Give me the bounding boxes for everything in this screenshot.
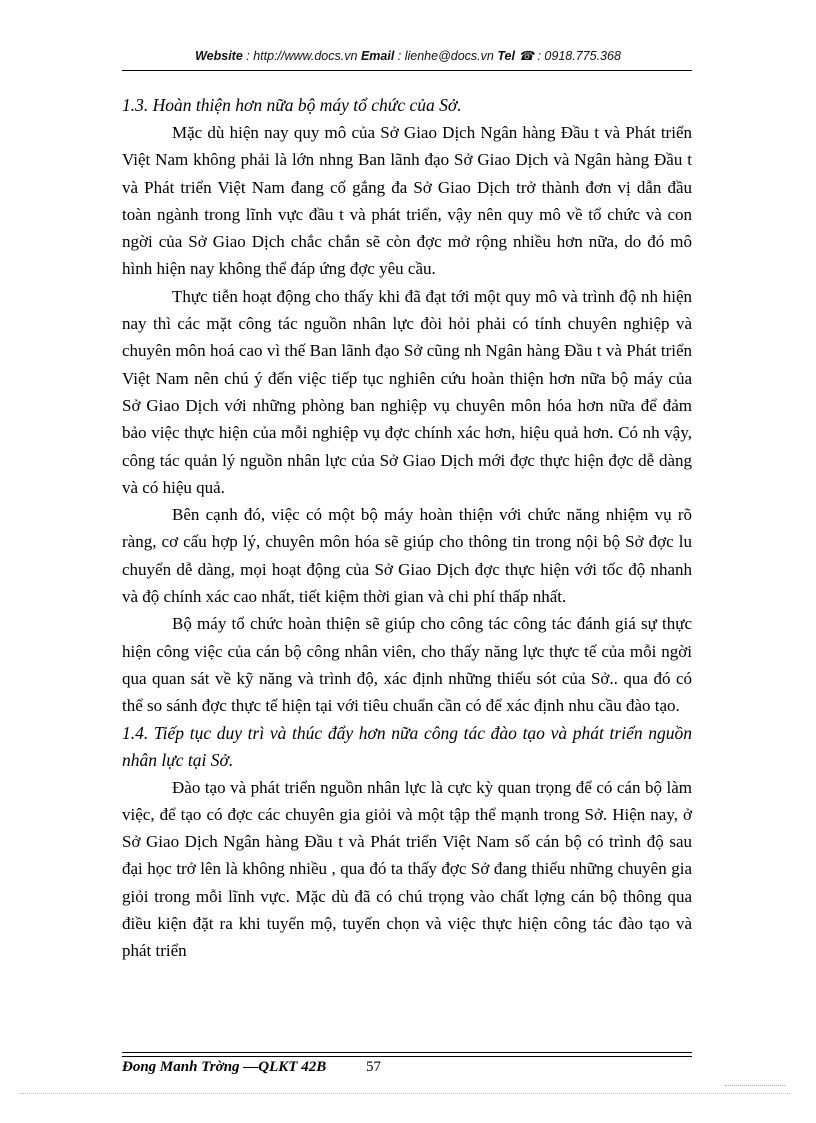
tel-label: Tel: [497, 49, 515, 63]
tel-number: ☎ : 0918.775.368: [518, 49, 621, 63]
section-heading-1-3: 1.3. Hoàn thiện hơn nữa bộ máy tổ chức của Sở.: [122, 95, 462, 115]
document-body: [122, 92, 692, 965]
paragraph: Thực tiễn hoạt động cho thấy khi đã đạt tới một quy mô và trình độ nh hiện nay thì các mặt công tác nguồn nhân lực đòi hỏi phải có tính chuyên nghiệp và chuyên môn hoá cao vì thế Ban lãnh đạo Sở cũng nh Ngân hàng Đầu t và Phát triển Việt Nam nên chú ý đến việc tiếp tục nghiên cứu hoàn thiện hơn nữa bộ máy của Sở Giao Dịch với những phòng ban nghiệp vụ chuyên môn hóa hơn nữa để đảm bảo việc thực hiện của mỗi nghiệp vụ đợc chính xác hơn, hiệu quả hơn. Có nh vậy, công tác quản lý nguồn nhân lực của Sở Giao Dịch mới đợc thực hiện đợc dễ dàng và có hiệu quả.: [122, 286, 692, 497]
dotted-guide-right: [725, 1085, 785, 1086]
email-address: : lienhe@docs.vn: [397, 49, 494, 63]
paragraph: Mặc dù hiện nay quy mô của Sở Giao Dịch Ngân hàng Đầu t và Phát triển Việt Nam không phải là lớn nhng Ban lãnh đạo Sở Giao Dịch và Ngân hàng Đầu t và Phát triển Việt Nam đang cố gắng đa Sở Giao Dịch trở thành đơn vị dẫn đầu toàn ngành trong lĩnh vực đầu t và phát triển, vậy nên quy mô về tổ chức và con ngời của Sở Giao Dịch chắc chắn sẽ còn đợc mở rộng nhiều hơn nữa, do đó mô hình hiện nay không thể đáp ứng đợc yêu cầu.: [122, 123, 692, 279]
footer-author: Đong Manh Trờng —QLKT 42B: [122, 1059, 327, 1075]
email-label: Email: [360, 49, 395, 63]
paragraph: Đào tạo và phát triển nguồn nhân lực là cực kỳ quan trọng để có cán bộ làm việc, để tạo có đợc các chuyên gia giỏi và một tập thể mạnh trong Sở. Hiện nay, ở Sở Giao Dịch Ngân hàng Đầu t và Phát triển Việt Nam số cán bộ có trình độ sau đại học trở lên là không nhiều , qua đó ta thấy đợc Sở đang thiếu những chuyên gia giỏi trong mỗi lĩnh vực. Mặc dù đã có chú trọng vào chất lợng cán bộ thông qua điều kiện đặt ra khi tuyển mộ, tuyển chọn và việc thực hiện công tác đào tạo và phát triển: [122, 777, 692, 961]
website-label: Website: [195, 49, 243, 63]
dotted-guide-bottom: [20, 1093, 790, 1094]
website-url: : http://www.docs.vn: [246, 49, 358, 63]
footer-divider-top: [122, 1052, 692, 1053]
paragraph: Bên cạnh đó, việc có một bộ máy hoàn thiện với chức năng nhiệm vụ rõ ràng, cơ cấu hợp lý, chuyên môn hóa sẽ giúp cho thông tin trong nội bộ Sở đợc lu chuyển dễ dàng, mọi hoạt động của Sở Giao Dịch đợc thực hiện với tốc độ nhanh và độ chính xác cao nhất, tiết kiệm thời gian và chi phí thấp nhất.: [122, 505, 692, 607]
header-divider: [122, 70, 692, 71]
footer-divider-bottom: [122, 1056, 692, 1057]
page-footer: [122, 1059, 381, 1076]
section-heading-1-4: 1.4. Tiếp tục duy trì và thúc đẩy hơn nữa công tác đào tạo và phát triển nguồn nhân lực tại Sở.: [122, 722, 692, 770]
paragraph: Bộ máy tổ chức hoàn thiện sẽ giúp cho công tác công tác đánh giá sự thực hiện công việc của cán bộ công nhân viên, cho thấy năng lực thực tế của mỗi ngời qua quan sát về kỹ năng và trình độ, xác định những thiếu sót của Sở.. qua đó có thể so sánh đợc thực tế hiện tại với tiêu chuẩn cần có để xác định nhu cầu đào tạo.: [122, 614, 692, 716]
page-number: 57: [365, 1059, 381, 1075]
page-header: [0, 48, 816, 63]
